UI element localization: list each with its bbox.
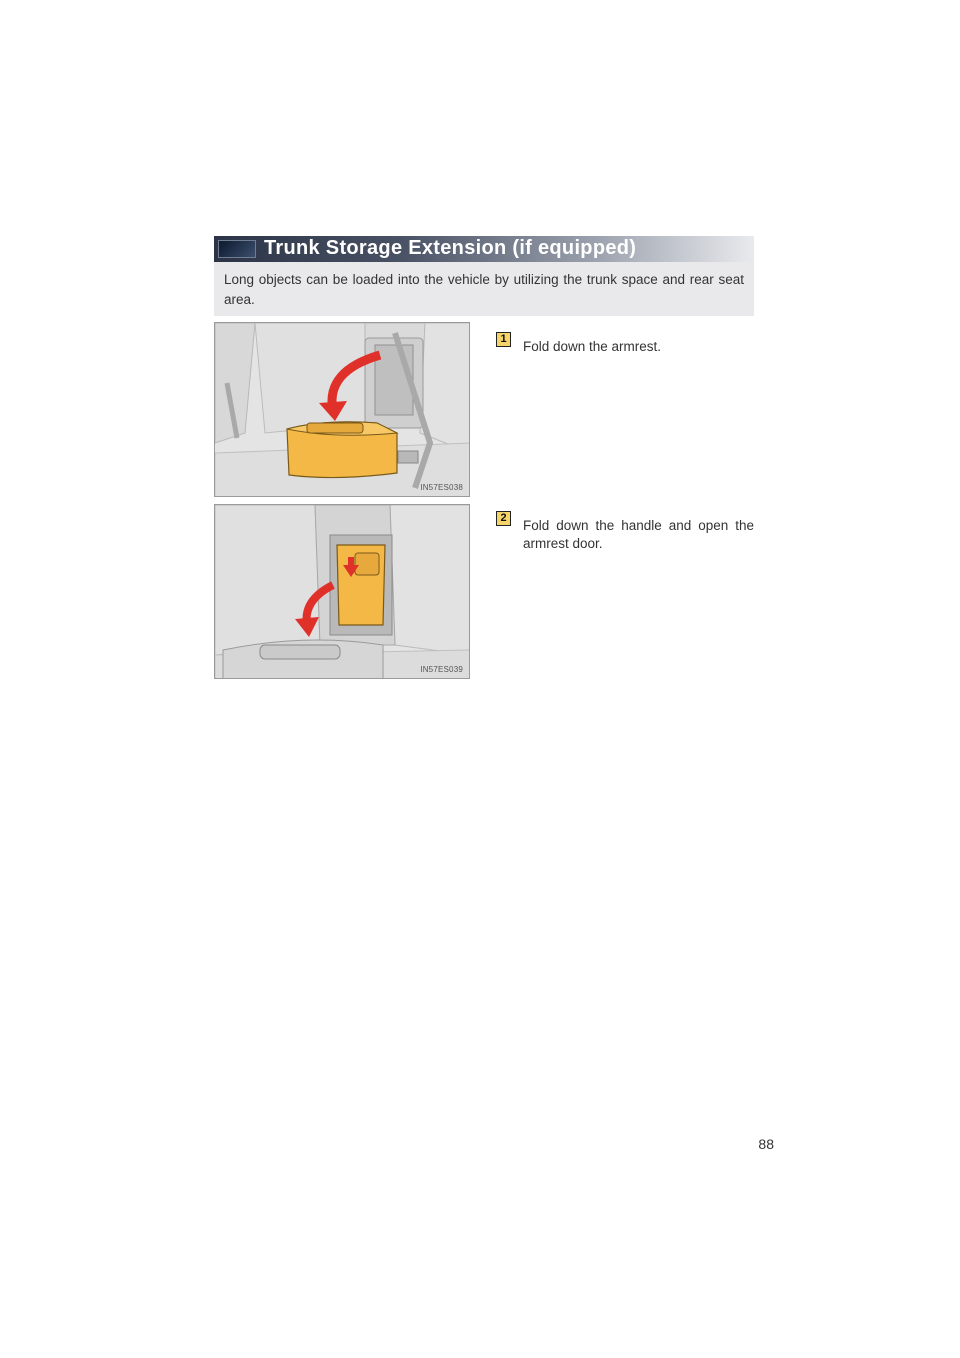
- section-header: [214, 236, 754, 262]
- figure-code: IN57ES039: [420, 665, 463, 674]
- page-number: 88: [758, 1136, 774, 1152]
- section-title: Trunk Storage Extension (if equipped): [264, 237, 637, 259]
- step-number-badge: 1: [496, 332, 511, 347]
- figure-armrest-fold: [214, 322, 470, 497]
- step-text: Fold down the handle and open the armrest door.: [523, 518, 754, 551]
- figure-code: IN57ES038: [420, 483, 463, 492]
- step-number-badge: 2: [496, 511, 511, 526]
- section-intro: Long objects can be loaded into the vehicle by utilizing the trunk space and rear seat area.: [214, 262, 754, 316]
- armrest-door-illustration: [215, 505, 470, 679]
- figure-armrest-door: [214, 504, 470, 679]
- section-thumbnail-icon: [218, 240, 256, 258]
- step-text: Fold down the armrest.: [523, 339, 662, 354]
- armrest-fold-illustration: [215, 323, 470, 497]
